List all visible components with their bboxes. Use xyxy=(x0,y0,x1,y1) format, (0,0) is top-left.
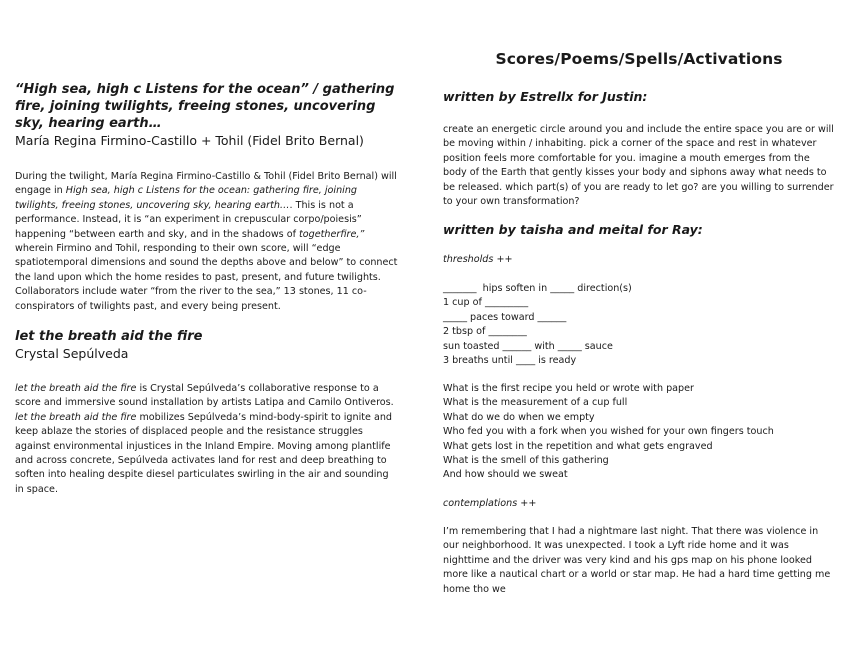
work1-desc-text-1: During the twilight, María Regina Firmino-Castillo & Tohil (Fidel Brito Bernal) will engage in xyxy=(15,171,397,197)
question-line: And how should we sweat xyxy=(443,469,568,481)
question-line: What is the smell of this gathering xyxy=(443,455,609,467)
question-line: What is the measurement of a cup full xyxy=(443,397,628,409)
work2-description xyxy=(15,382,400,497)
recipe-line: 1 cup of _________ xyxy=(443,297,529,309)
score2-heading: written by taisha and meital for Ray: xyxy=(443,222,703,237)
work2-desc-text-1: is Crystal Sepúlveda’s collaborative response to a score and immersive sound installation by artists Latipa and Camilo Ontiveros. xyxy=(15,383,394,409)
question-line: Who fed you with a fork when you wished for your own fingers touch xyxy=(443,426,774,438)
work2-desc-italic-1: let the breath aid the fire xyxy=(15,383,137,394)
work2-block xyxy=(15,328,400,362)
work2-desc-italic-2: let the breath aid the fire xyxy=(15,411,137,423)
recipe-line: _____ paces toward ______ xyxy=(443,311,567,323)
work1-artist: María Regina Firmino-Castillo + Tohil (Fidel Brito Bernal) xyxy=(15,133,364,148)
work1-desc-italic-2: togetherfire,” xyxy=(299,228,365,240)
score1-text: create an energetic circle around you and include the entire space you are or will be moving within / inhabiting. pick a corner of the space and rest in whatever position feels more comfortable for you. imagine a mouth emerges from the body of the Earth that gently kisses your body and siphons away what needs to be released. which part(s) of you are ready to let go? are you willing to surrender to your own transformation? xyxy=(443,124,834,208)
work1-desc-text-3: wherein Firmino and Tohil, responding to their own score, will “edge spatiotemporal dimensions and sound the depths above and below” to connect the land upon which the home resides to past, present, and future twilights. Collaborators include water “from the river to the sea,” 13 stones, 11 co-conspirators of twilights past, and every being present. xyxy=(15,243,398,312)
question-line: What is the first recipe you held or wrote with paper xyxy=(443,383,694,394)
work1-description xyxy=(15,170,400,314)
recipe-line: 3 breaths until ____ is ready xyxy=(443,355,577,367)
thresholds-label: thresholds ++ xyxy=(443,254,513,265)
page-header: Scores/Poems/Spells/Activations xyxy=(495,50,783,68)
work2-title: let the breath aid the fire xyxy=(15,329,203,344)
question-line: What do we do when we empty xyxy=(443,411,595,423)
score1-heading: written by Estrellx for Justin: xyxy=(443,89,648,104)
work1-desc-text-2: . This is not a performance. Instead, it is “an experiment in crepuscular corpo/poiesis” happening “between earth and sky, and in the shadows of xyxy=(15,199,362,240)
work1-block xyxy=(15,81,400,149)
question-list xyxy=(443,382,835,483)
recipe-list xyxy=(443,282,835,368)
recipe-line: 2 tbsp of ________ xyxy=(443,326,527,338)
question-line: What gets lost in the repetition and what gets engraved xyxy=(443,440,713,452)
work1-desc-italic-1: High sea, high c Listens for the ocean: gathering fire, joining twilights, freeing stones, uncovering sky, hearing earth… xyxy=(15,185,357,211)
recipe-line: sun toasted ______ with _____ sauce xyxy=(443,340,613,352)
recipe-line: _______ hips soften in _____ direction(s) xyxy=(443,283,632,294)
work2-artist: Crystal Sepúlveda xyxy=(15,346,129,361)
contemplations-label: contemplations ++ xyxy=(443,498,537,509)
work1-title: “High sea, high c Listens for the ocean” / gathering fire, joining twilights, freeing stones, uncovering sky, hearing earth… xyxy=(15,82,395,131)
contemplation-text: I’m remembering that I had a nightmare last night. That there was violence in our neighborhood. It was unexpected. I took a Lyft ride home and it was nighttime and the driver was very kind and his gps map on his phone looked more like a nautical chart or a world or star map. He had a hard time getting me home tho we xyxy=(443,526,831,595)
work2-desc-text-2: mobilizes Sepúlveda’s mind-body-spirit to ignite and keep ablaze the stories of displaced people and the resistance struggles against environmental injustices in the Inland Empire. Moving among plantlife and across concrete, Sepúlveda activates land for rest and deep breathing to soften into healing despite diesel particulates swirling in the air and sounding in space. xyxy=(15,411,392,495)
